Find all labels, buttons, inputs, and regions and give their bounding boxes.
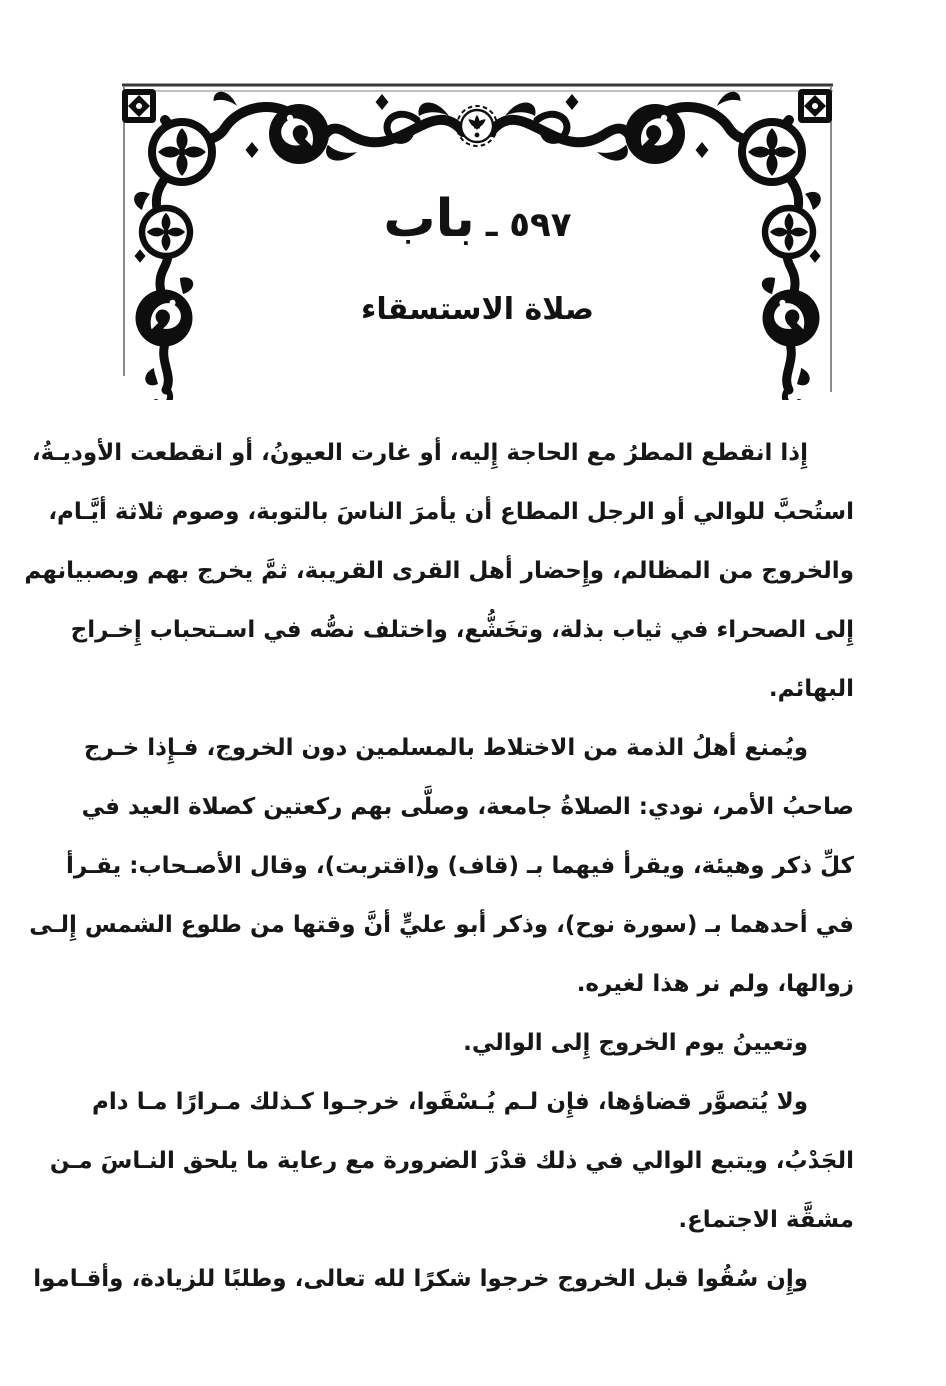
text-line: كلِّ ذكر وهيئة، ويقرأ فيهما بـ (قاف) و(اقتربت)، وقال الأصـحاب: يقـرأ bbox=[66, 853, 854, 879]
chapter-heading bbox=[120, 184, 835, 266]
paragraph bbox=[24, 424, 854, 719]
section-title: صلاة الاستسقاء bbox=[360, 292, 594, 327]
text-line: صاحبُ الأمر، نودي: الصلاةُ جامعة، وصلَّى بهم ركعتين كصلاة العيد في bbox=[81, 794, 854, 820]
paragraph bbox=[92, 1014, 854, 1073]
text-line: ولا يُتصوَّر قضاؤها، فإِن لـم يُـسْقَوا، خرجـوا كـذلك مـرارًا مـا دام bbox=[92, 1089, 808, 1115]
text-line: الجَدْبُ، ويتبع الوالي في ذلك قدْرَ الضرورة مع رعاية ما يلحق النـاسَ مـن bbox=[49, 1148, 854, 1174]
text-line: إِلى الصحراء في ثياب بذلة، وتخَشُّع، واختلف نصُّه في اسـتحباب إِخـراج bbox=[70, 617, 854, 643]
paragraph bbox=[49, 1073, 854, 1250]
paragraph bbox=[33, 1250, 854, 1309]
paragraph bbox=[29, 719, 854, 1014]
chapter-header bbox=[120, 80, 835, 400]
text-line: وإِن سُقُوا قبل الخروج خرجوا شكرًا لله تعالى، وطلبًا للزيادة، وأقـاموا bbox=[33, 1266, 808, 1292]
text-line: وتعيينُ يوم الخروج إِلى الوالي. bbox=[463, 1030, 808, 1056]
chapter-word-bab: باب bbox=[383, 189, 475, 249]
center-rosette-icon bbox=[457, 106, 497, 146]
text-line: استُحبَّ للوالي أو الرجل المطاع أن يأمرَ الناسَ بالتوبة، وصوم ثلاثة أيَّـام، bbox=[48, 499, 854, 525]
text-line: ويُمنع أهلُ الذمة من الاختلاط بالمسلمين دون الخروج، فـإِذا خـرج bbox=[83, 735, 808, 761]
text-line: زوالها، ولم نر هذا لغيره. bbox=[576, 971, 854, 997]
text-line: البهائم. bbox=[768, 676, 854, 702]
text-line: مشقَّة الاجتماع. bbox=[678, 1207, 854, 1233]
chapter-number: ٥٩٧ ـ bbox=[485, 205, 572, 245]
text-line: إِذا انقطع المطرُ مع الحاجة إِليه، أو غارت العيونُ، أو انقطعت الأوديـةُ، bbox=[31, 440, 808, 466]
text-line: في أحدهما بـ (سورة نوح)، وذكر أبو عليٍّ أنَّ وقتها من طلوع الشمس إِلـى bbox=[29, 912, 854, 938]
body-text-block bbox=[24, 424, 854, 1309]
text-line: والخروج من المظالم، وإِحضار أهل القرى القريبة، ثمَّ يخرج بهم وبصبيانهم bbox=[24, 558, 854, 584]
